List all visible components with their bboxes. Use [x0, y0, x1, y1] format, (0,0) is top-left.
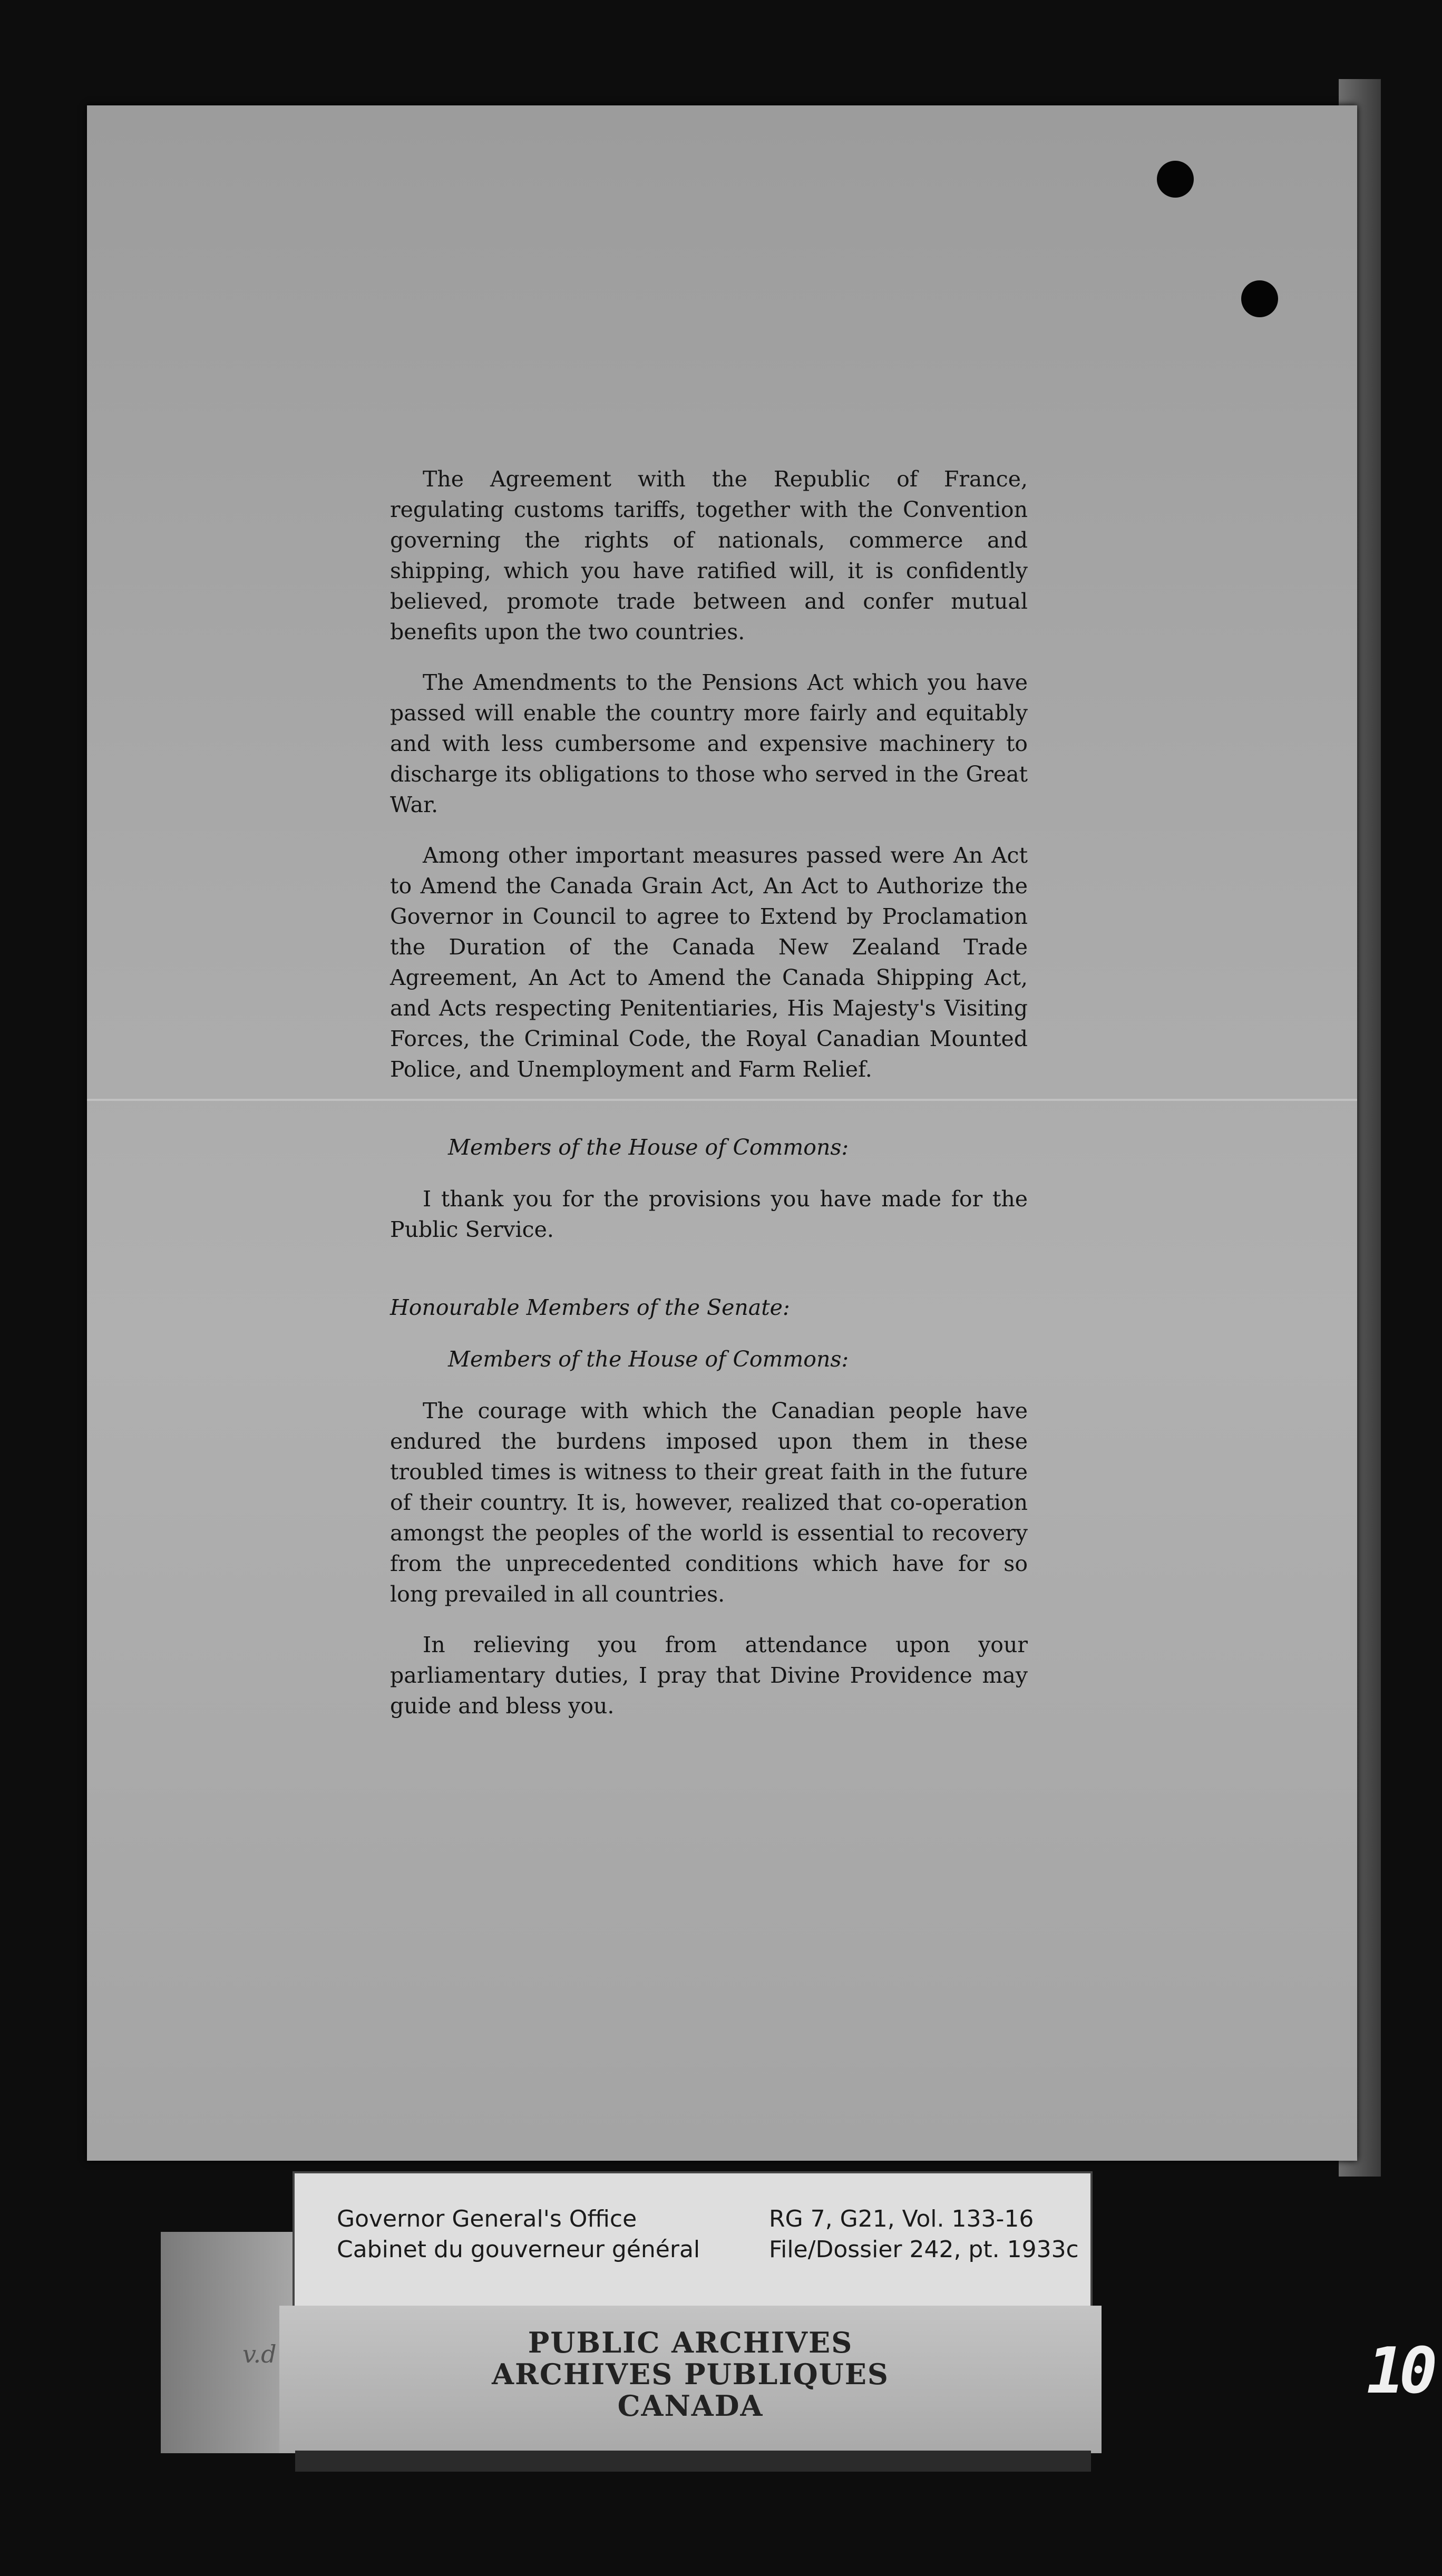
punch-hole	[1241, 280, 1278, 317]
label-side-tab	[161, 2232, 298, 2453]
margin-note: v.d	[242, 2340, 277, 2368]
punch-hole	[1157, 161, 1194, 198]
stamp-text	[279, 2327, 1102, 2422]
file-dossier: File/Dossier 242, pt. 1933c	[769, 2236, 1079, 2263]
office-fr: Cabinet du gouverneur général	[337, 2236, 700, 2263]
paragraph-measures: Among other important measures passed were An Act to Amend the Canada Grain Act, An Act to Authorize the Governor in Council to agree to Extend by Proclamation the Duration of the Canada New Zealand Trade Agreement, An Act to Amend the Canada Shipping Act, and Acts respecting Penitentiaries, His Majesty's Visiting Forces, the Criminal Code, the Royal Canadian Mounted Police, and Unemployment and Farm Relief.	[390, 843, 1028, 1082]
document-body	[390, 464, 1028, 1741]
heading-senate: Honourable Members of the Senate:	[390, 1295, 790, 1320]
paragraph-pensions-act: The Amendments to the Pensions Act which you have passed will enable the country more fairly and equitably and with less cumbersome and expensive machinery to discharge its obligations to those who served in the Great War.	[390, 670, 1028, 817]
stamp-line-country: CANADA	[617, 2389, 764, 2423]
reference-info	[769, 2204, 1079, 2265]
paragraph-closing: In relieving you from attendance upon your parliamentary duties, I pray that Divine Providence may guide and bless you.	[390, 1632, 1028, 1719]
stamp-shadow	[295, 2451, 1091, 2472]
stamp-line-en: PUBLIC ARCHIVES	[528, 2326, 853, 2359]
office-names	[337, 2204, 700, 2265]
paragraph-thanks: I thank you for the provisions you have made for the Public Service.	[390, 1186, 1028, 1242]
paragraph-france-agreement: The Agreement with the Republic of France, regulating customs tariffs, together with the Convention governing the rights of nationals, commerce and shipping, which you have ratified will, it is confidently believed, promote trade between and confer mutual benefits upon the two countries.	[390, 466, 1028, 645]
paragraph-courage: The courage with which the Canadian people have endured the burdens imposed upon them in these troubled times is witness to their great faith in the future of their country. It is, however, realized that co-operation amongst the peoples of the world is essential to recovery from the unprecedented conditions which have for so long prevailed in all countries.	[390, 1398, 1028, 1607]
heading-commons-second: Members of the House of Commons:	[448, 1346, 849, 1372]
archive-reference-label	[293, 2171, 1093, 2312]
archives-stamp	[279, 2306, 1102, 2453]
office-en: Governor General's Office	[337, 2206, 637, 2232]
frame-number: 10	[1366, 2335, 1433, 2408]
record-group: RG 7, G21, Vol. 133-16	[769, 2206, 1034, 2232]
stamp-line-fr: ARCHIVES PUBLIQUES	[492, 2357, 889, 2391]
heading-commons: Members of the House of Commons:	[448, 1135, 849, 1160]
